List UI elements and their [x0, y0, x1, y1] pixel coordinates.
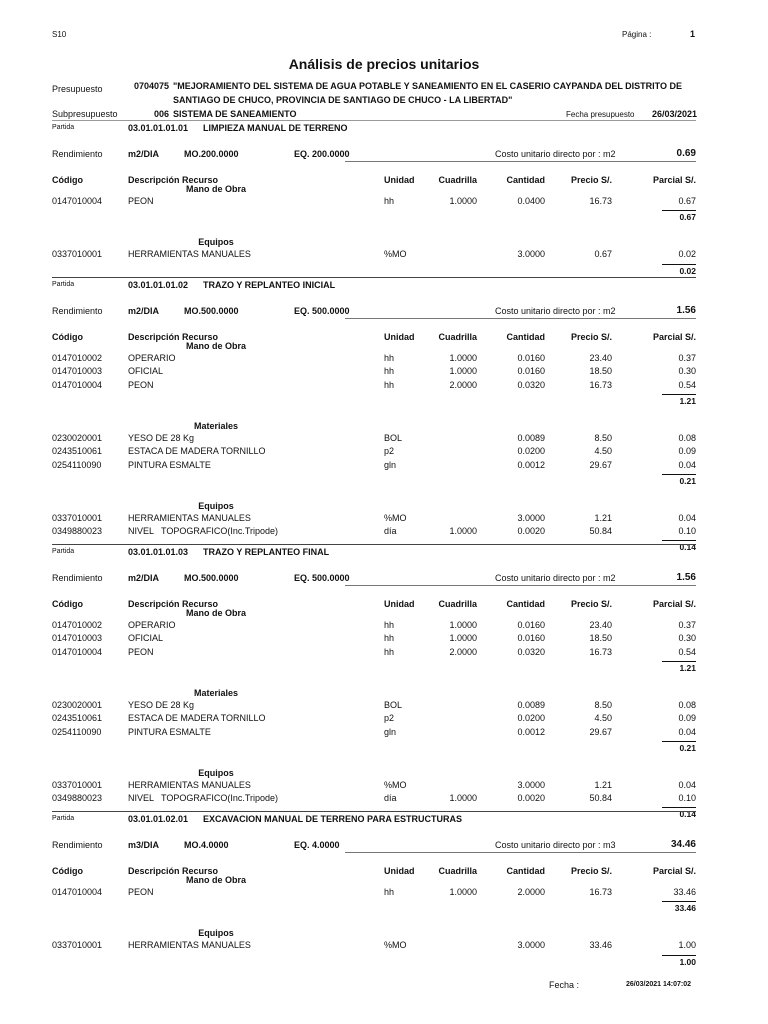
resource-cantidad: 0.0200	[517, 446, 545, 457]
group-name: Materiales	[193, 687, 239, 698]
costo-unitario-label: Costo unitario directo por : m2	[495, 149, 616, 159]
resource-cuadrilla: 1.0000	[449, 620, 477, 630]
partida-separator	[52, 544, 696, 545]
rendimiento-mo: MO.4.0000	[184, 840, 229, 850]
col-header-precio: Precio S/.	[570, 332, 612, 342]
resource-cantidad: 0.0160	[517, 633, 545, 644]
col-header-codigo: Código	[52, 866, 83, 876]
resource-parcial: 0.04	[678, 779, 696, 790]
col-header-cuadrilla: Cuadrilla	[438, 332, 477, 342]
partida-label: Partida	[52, 548, 75, 555]
fecha-presupuesto: 26/03/2021	[652, 109, 698, 119]
resource-cuadrilla: 1.0000	[449, 526, 477, 537]
col-header-cantidad: Cantidad	[506, 866, 545, 876]
resource-cuadrilla: 1.0000	[449, 353, 477, 363]
resource-codigo: 0254110090	[52, 459, 102, 470]
resource-precio: 50.84	[589, 793, 612, 804]
subtotal-rule	[662, 741, 696, 742]
subpresupuesto-name: SISTEMA DE SANEAMIENTO	[173, 109, 297, 119]
rendimiento-mo: MO.200.0000	[184, 149, 239, 159]
group-name: Mano de Obra	[185, 341, 246, 351]
resource-descripcion: PEON	[128, 196, 154, 206]
subtotal-rule	[662, 210, 696, 211]
subtotal-rule	[662, 807, 696, 808]
col-header-cantidad: Cantidad	[506, 332, 545, 342]
col-header-descripcion: Descripción Recurso	[128, 599, 219, 609]
resource-parcial: 0.54	[678, 646, 696, 657]
resource-precio: 16.73	[589, 887, 612, 897]
resource-unidad: BOL	[384, 699, 403, 710]
rendimiento-mo: MO.500.0000	[184, 306, 239, 316]
resource-parcial: 0.08	[678, 699, 696, 710]
rendimiento-underline	[345, 161, 696, 162]
resource-parcial: 0.37	[678, 620, 696, 630]
resource-parcial: 0.04	[678, 726, 696, 737]
resource-cuadrilla: 1.0000	[449, 887, 477, 897]
col-header-unidad: Unidad	[384, 866, 415, 876]
resource-codigo: 0349880023	[52, 793, 103, 804]
col-header-codigo: Código	[52, 599, 83, 609]
group-subtotal: 0.14	[679, 542, 696, 553]
resource-parcial: 0.09	[678, 446, 696, 457]
subtotal-rule	[662, 955, 696, 956]
resource-codigo: 0147010003	[52, 633, 103, 644]
resource-codigo: 0243510061	[52, 446, 103, 457]
rendimiento-label: Rendimiento	[52, 573, 103, 583]
rendimiento-unit: m2/DIA	[128, 306, 160, 316]
rendimiento-underline	[345, 852, 696, 853]
subtotal-rule	[662, 901, 696, 902]
col-header-cuadrilla: Cuadrilla	[438, 175, 477, 185]
resource-codigo: 0337010001	[52, 779, 103, 790]
resource-codigo: 0337010001	[52, 249, 103, 260]
group-name: Equipos	[198, 237, 234, 248]
col-header-unidad: Unidad	[384, 332, 415, 342]
resource-parcial: 0.30	[678, 366, 696, 377]
resource-descripcion: ESTACA DE MADERA TORNILLO	[128, 713, 266, 724]
resource-precio: 1.21	[594, 512, 612, 523]
resource-codigo: 0337010001	[52, 512, 103, 523]
resource-codigo: 0147010003	[52, 366, 103, 377]
resource-codigo: 0147010002	[52, 620, 103, 630]
resource-descripcion: YESO DE 28 Kg	[128, 432, 195, 443]
resource-cantidad: 0.0012	[517, 726, 545, 737]
resource-unidad: hh	[384, 353, 395, 363]
resource-descripcion: HERRAMIENTAS MANUALES	[128, 940, 251, 951]
resource-unidad: %MO	[384, 512, 407, 523]
rendimiento-mo: MO.500.0000	[184, 573, 239, 583]
resource-parcial: 0.10	[678, 793, 696, 804]
resource-precio: 0.67	[594, 249, 612, 260]
costo-unitario-label: Costo unitario directo por : m2	[495, 306, 616, 316]
group-subtotal: 0.02	[679, 265, 696, 276]
resource-cuadrilla: 1.0000	[449, 633, 477, 644]
resource-cantidad: 0.0320	[517, 379, 545, 390]
resource-descripcion: HERRAMIENTAS MANUALES	[128, 512, 251, 523]
resource-precio: 50.84	[589, 526, 612, 537]
costo-unitario-total: 34.46	[670, 839, 696, 850]
col-header-precio: Precio S/.	[570, 599, 612, 609]
resource-parcial: 0.37	[678, 353, 696, 363]
resource-cantidad: 2.0000	[517, 887, 545, 897]
resource-cantidad: 0.0400	[517, 196, 545, 206]
resource-descripcion: NIVEL TOPOGRAFICO(Inc.Tripode)	[128, 526, 279, 537]
resource-parcial: 0.30	[678, 633, 696, 644]
resource-unidad: hh	[384, 633, 395, 644]
partida-name: LIMPIEZA MANUAL DE TERRENO	[203, 123, 348, 133]
subtotal-rule	[662, 474, 696, 475]
resource-descripcion: NIVEL TOPOGRAFICO(Inc.Tripode)	[128, 793, 279, 804]
rendimiento-label: Rendimiento	[52, 306, 103, 316]
page-number: 1	[690, 29, 696, 39]
resource-codigo: 0254110090	[52, 726, 102, 737]
resource-unidad: día	[384, 526, 397, 537]
col-header-parcial: Parcial S/.	[652, 599, 696, 609]
costo-unitario-total: 0.69	[676, 148, 696, 159]
group-name: Mano de Obra	[185, 608, 246, 618]
resource-unidad: gln	[384, 459, 397, 470]
resource-precio: 16.73	[589, 379, 612, 390]
resource-cantidad: 0.0200	[517, 713, 545, 724]
resource-parcial: 1.00	[678, 940, 696, 951]
group-name: Equipos	[198, 928, 234, 939]
group-name: Equipos	[198, 500, 234, 511]
group-name: Mano de Obra	[185, 184, 246, 194]
resource-descripcion: OFICIAL	[128, 366, 164, 377]
partida-code: 03.01.01.01.02	[128, 280, 189, 290]
rendimiento-label: Rendimiento	[52, 840, 103, 850]
subpresupuesto-label: Subpresupuesto	[52, 109, 118, 119]
resource-unidad: p2	[384, 446, 395, 457]
resource-precio: 4.50	[594, 713, 612, 724]
resource-codigo: 0147010002	[52, 353, 103, 363]
costo-unitario-total: 1.56	[676, 305, 696, 316]
resource-descripcion: ESTACA DE MADERA TORNILLO	[128, 446, 266, 457]
resource-codigo: 0147010004	[52, 379, 103, 390]
group-subtotal: 1.00	[679, 956, 696, 967]
resource-unidad: gln	[384, 726, 397, 737]
group-subtotal: 0.67	[679, 212, 696, 223]
resource-codigo: 0230020001	[52, 699, 103, 710]
resource-descripcion: PEON	[128, 887, 154, 897]
partida-name: TRAZO Y REPLANTEO INICIAL	[203, 280, 336, 290]
resource-cantidad: 0.0020	[517, 526, 545, 537]
resource-precio: 23.40	[589, 620, 612, 630]
resource-parcial: 0.04	[678, 459, 696, 470]
group-subtotal: 1.21	[679, 662, 696, 673]
resource-parcial: 0.54	[678, 379, 696, 390]
col-header-parcial: Parcial S/.	[652, 175, 696, 185]
group-name: Mano de Obra	[185, 875, 246, 885]
resource-precio: 8.50	[594, 699, 612, 710]
resource-descripcion: HERRAMIENTAS MANUALES	[128, 779, 251, 790]
partida-separator	[52, 120, 696, 121]
resource-unidad: %MO	[384, 779, 407, 790]
resource-cuadrilla: 2.0000	[449, 646, 477, 657]
group-name: Equipos	[198, 767, 234, 778]
report-code: S10	[52, 30, 67, 39]
resource-cantidad: 3.0000	[517, 512, 545, 523]
group-subtotal: 33.46	[674, 903, 696, 914]
rendimiento-unit: m3/DIA	[128, 840, 160, 850]
col-header-unidad: Unidad	[384, 599, 415, 609]
footer-fecha-value: 26/03/2021 14:07:02	[626, 981, 691, 988]
costo-unitario-total: 1.56	[676, 572, 696, 583]
resource-unidad: %MO	[384, 940, 407, 951]
resource-cantidad: 0.0160	[517, 353, 545, 363]
resource-unidad: %MO	[384, 249, 407, 260]
col-header-cantidad: Cantidad	[506, 175, 545, 185]
col-header-parcial: Parcial S/.	[652, 866, 696, 876]
resource-cuadrilla: 2.0000	[449, 379, 477, 390]
resource-cuadrilla: 1.0000	[449, 366, 477, 377]
resource-precio: 8.50	[594, 432, 612, 443]
resource-precio: 33.46	[589, 940, 612, 951]
partida-label: Partida	[52, 124, 75, 131]
resource-descripcion: PINTURA ESMALTE	[128, 726, 211, 737]
resource-unidad: día	[384, 793, 397, 804]
partida-code: 03.01.01.01.03	[128, 547, 189, 557]
resource-descripcion: PEON	[128, 646, 154, 657]
rendimiento-eq: EQ. 500.0000	[294, 306, 350, 316]
partida-label: Partida	[52, 815, 75, 822]
page-title: Análisis de precios unitarios	[288, 56, 480, 72]
subtotal-rule	[662, 540, 696, 541]
partida-separator	[52, 277, 696, 278]
resource-unidad: hh	[384, 646, 395, 657]
col-header-precio: Precio S/.	[570, 175, 612, 185]
rendimiento-eq: EQ. 500.0000	[294, 573, 350, 583]
group-subtotal: 1.21	[679, 395, 696, 406]
col-header-codigo: Código	[52, 332, 83, 342]
partida-name: TRAZO Y REPLANTEO FINAL	[203, 547, 330, 557]
col-header-descripcion: Descripción Recurso	[128, 332, 219, 342]
resource-precio: 23.40	[589, 353, 612, 363]
footer-fecha-label: Fecha :	[549, 980, 580, 990]
resource-cantidad: 0.0160	[517, 620, 545, 630]
resource-descripcion: HERRAMIENTAS MANUALES	[128, 249, 251, 260]
resource-parcial: 0.67	[678, 196, 696, 206]
col-header-cuadrilla: Cuadrilla	[438, 599, 477, 609]
resource-descripcion: PEON	[128, 379, 154, 390]
resource-parcial: 33.46	[673, 887, 696, 897]
resource-descripcion: PINTURA ESMALTE	[128, 459, 211, 470]
resource-codigo: 0147010004	[52, 887, 103, 897]
col-header-cuadrilla: Cuadrilla	[438, 866, 477, 876]
rendimiento-unit: m2/DIA	[128, 573, 160, 583]
subtotal-rule	[662, 394, 696, 395]
resource-codigo: 0349880023	[52, 526, 103, 537]
group-subtotal: 0.14	[679, 809, 696, 820]
resource-descripcion: OFICIAL	[128, 633, 164, 644]
rendimiento-underline	[345, 585, 696, 586]
resource-descripcion: OPERARIO	[128, 620, 176, 630]
resource-parcial: 0.10	[678, 526, 696, 537]
col-header-precio: Precio S/.	[570, 866, 612, 876]
resource-descripcion: YESO DE 28 Kg	[128, 699, 195, 710]
resource-cantidad: 3.0000	[517, 940, 545, 951]
rendimiento-underline	[345, 318, 696, 319]
presupuesto-line-2: SANTIAGO DE CHUCO, PROVINCIA DE SANTIAGO DE CHUCO - LA LIBERTAD"	[173, 95, 513, 105]
partida-label: Partida	[52, 281, 75, 288]
resource-precio: 1.21	[594, 779, 612, 790]
partida-separator	[52, 811, 696, 812]
rendimiento-eq: EQ. 200.0000	[294, 149, 350, 159]
resource-parcial: 0.04	[678, 512, 696, 523]
resource-precio: 18.50	[589, 633, 612, 644]
col-header-unidad: Unidad	[384, 175, 415, 185]
resource-codigo: 0337010001	[52, 940, 103, 951]
resource-cantidad: 0.0320	[517, 646, 545, 657]
resource-unidad: hh	[384, 620, 395, 630]
subpresupuesto-code: 006	[154, 109, 170, 119]
resource-cuadrilla: 1.0000	[449, 793, 477, 804]
resource-unidad: BOL	[384, 432, 403, 443]
resource-cantidad: 0.0160	[517, 366, 545, 377]
resource-codigo: 0230020001	[52, 432, 103, 443]
resource-precio: 16.73	[589, 646, 612, 657]
resource-descripcion: OPERARIO	[128, 353, 176, 363]
resource-precio: 29.67	[589, 726, 612, 737]
costo-unitario-label: Costo unitario directo por : m2	[495, 573, 616, 583]
partida-code: 03.01.01.01.01	[128, 123, 189, 133]
resource-cantidad: 0.0089	[517, 699, 545, 710]
group-name: Materiales	[193, 420, 239, 431]
rendimiento-unit: m2/DIA	[128, 149, 160, 159]
partida-name: EXCAVACION MANUAL DE TERRENO PARA ESTRUCTURAS	[203, 814, 463, 824]
rendimiento-eq: EQ. 4.0000	[294, 840, 340, 850]
resource-unidad: hh	[384, 366, 395, 377]
resource-unidad: hh	[384, 887, 395, 897]
col-header-parcial: Parcial S/.	[652, 332, 696, 342]
resource-cantidad: 0.0012	[517, 459, 545, 470]
rendimiento-label: Rendimiento	[52, 149, 103, 159]
page-label: Página :	[622, 30, 652, 39]
presupuesto-code: 0704075	[134, 81, 170, 91]
presupuesto-line-1: "MEJORAMIENTO DEL SISTEMA DE AGUA POTABLE Y SANEAMIENTO EN EL CASERIO CAYPANDA DEL DISTRITO DE	[173, 81, 683, 91]
resource-unidad: hh	[384, 379, 395, 390]
resource-parcial: 0.08	[678, 432, 696, 443]
resource-cantidad: 3.0000	[517, 779, 545, 790]
resource-parcial: 0.02	[678, 249, 696, 260]
col-header-descripcion: Descripción Recurso	[128, 175, 219, 185]
partida-code: 03.01.01.02.01	[128, 814, 189, 824]
col-header-descripcion: Descripción Recurso	[128, 866, 219, 876]
resource-unidad: hh	[384, 196, 395, 206]
col-header-cantidad: Cantidad	[506, 599, 545, 609]
group-subtotal: 0.21	[679, 742, 696, 753]
resource-unidad: p2	[384, 713, 395, 724]
resource-cuadrilla: 1.0000	[449, 196, 477, 206]
resource-codigo: 0243510061	[52, 713, 103, 724]
resource-precio: 16.73	[589, 196, 612, 206]
fecha-presupuesto-label: Fecha presupuesto	[566, 110, 635, 119]
resource-cantidad: 0.0020	[517, 793, 545, 804]
costo-unitario-label: Costo unitario directo por : m3	[495, 840, 616, 850]
resource-parcial: 0.09	[678, 713, 696, 724]
resource-codigo: 0147010004	[52, 646, 103, 657]
presupuesto-label: Presupuesto	[52, 84, 103, 94]
resource-cantidad: 0.0089	[517, 432, 545, 443]
resource-cantidad: 3.0000	[517, 249, 545, 260]
col-header-codigo: Código	[52, 175, 83, 185]
resource-precio: 18.50	[589, 366, 612, 377]
resource-precio: 29.67	[589, 459, 612, 470]
subtotal-rule	[662, 661, 696, 662]
resource-codigo: 0147010004	[52, 196, 103, 206]
subtotal-rule	[662, 264, 696, 265]
resource-precio: 4.50	[594, 446, 612, 457]
group-subtotal: 0.21	[679, 475, 696, 486]
